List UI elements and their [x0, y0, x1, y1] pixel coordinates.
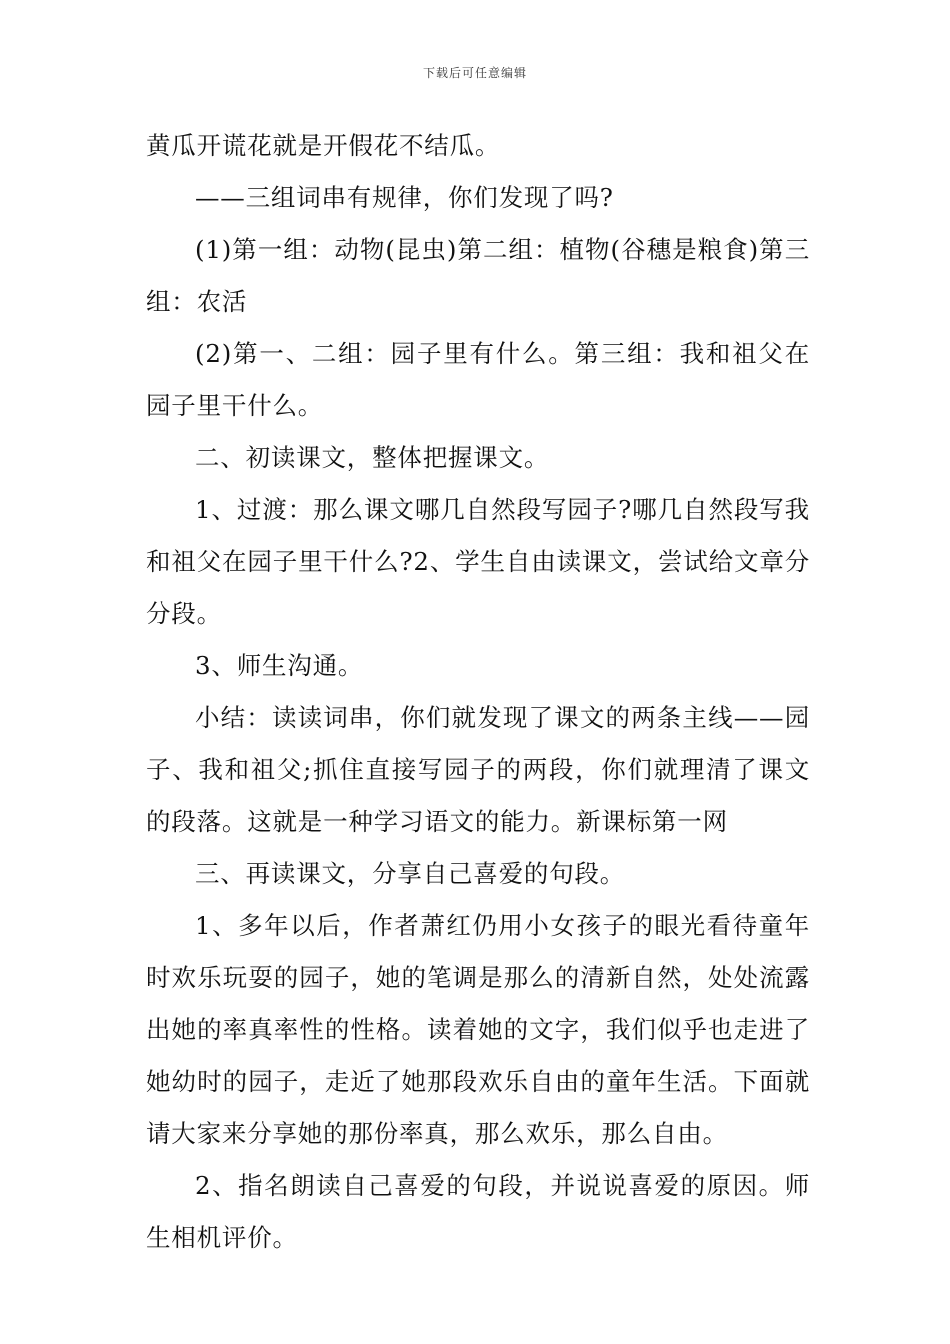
page-header: 下载后可任意编辑 — [422, 66, 527, 80]
paragraph: (2)第一、二组：园子里有什么。第三组：我和祖父在园子里干什么。 — [146, 339, 810, 420]
paragraph: 小结：读读词串，你们就发现了课文的两条主线——园子、我和祖父;抓住直接写园子的两段，你们就理清了课文的段落。这就是一种学习语文的能力。新课标第一网 — [146, 703, 810, 836]
document-body — [146, 120, 810, 1264]
paragraph: 黄瓜开谎花就是开假花不结瓜。 — [146, 131, 501, 160]
section-heading: 三、再读课文，分享自己喜爱的句段。 — [195, 859, 626, 888]
paragraph: ——三组词串有规律，你们发现了吗? — [195, 183, 614, 212]
paragraph: 1、过渡：那么课文哪几自然段写园子?哪几自然段写我和祖父在园子里干什么?2、学生自由读课文，尝试给文章分分段。 — [146, 495, 810, 628]
section-heading: 二、初读课文，整体把握课文。 — [195, 443, 550, 472]
paragraph: 1、多年以后，作者萧红仍用小女孩子的眼光看待童年时欢乐玩耍的园子，她的笔调是那么的清新自然，处处流露出她的率真率性的性格。读着她的文字，我们似乎也走进了她幼时的园子，走近了她那段欢乐自由的童年生活。下面就请大家来分享她的那份率真，那么欢乐，那么自由。 — [146, 911, 810, 1148]
paragraph: 3、师生沟通。 — [195, 651, 364, 680]
paragraph: 2、指名朗读自己喜爱的句段，并说说喜爱的原因。师生相机评价。 — [146, 1171, 810, 1252]
paragraph: (1)第一组：动物(昆虫)第二组：植物(谷穗是粮食)第三组：农活 — [146, 235, 810, 316]
